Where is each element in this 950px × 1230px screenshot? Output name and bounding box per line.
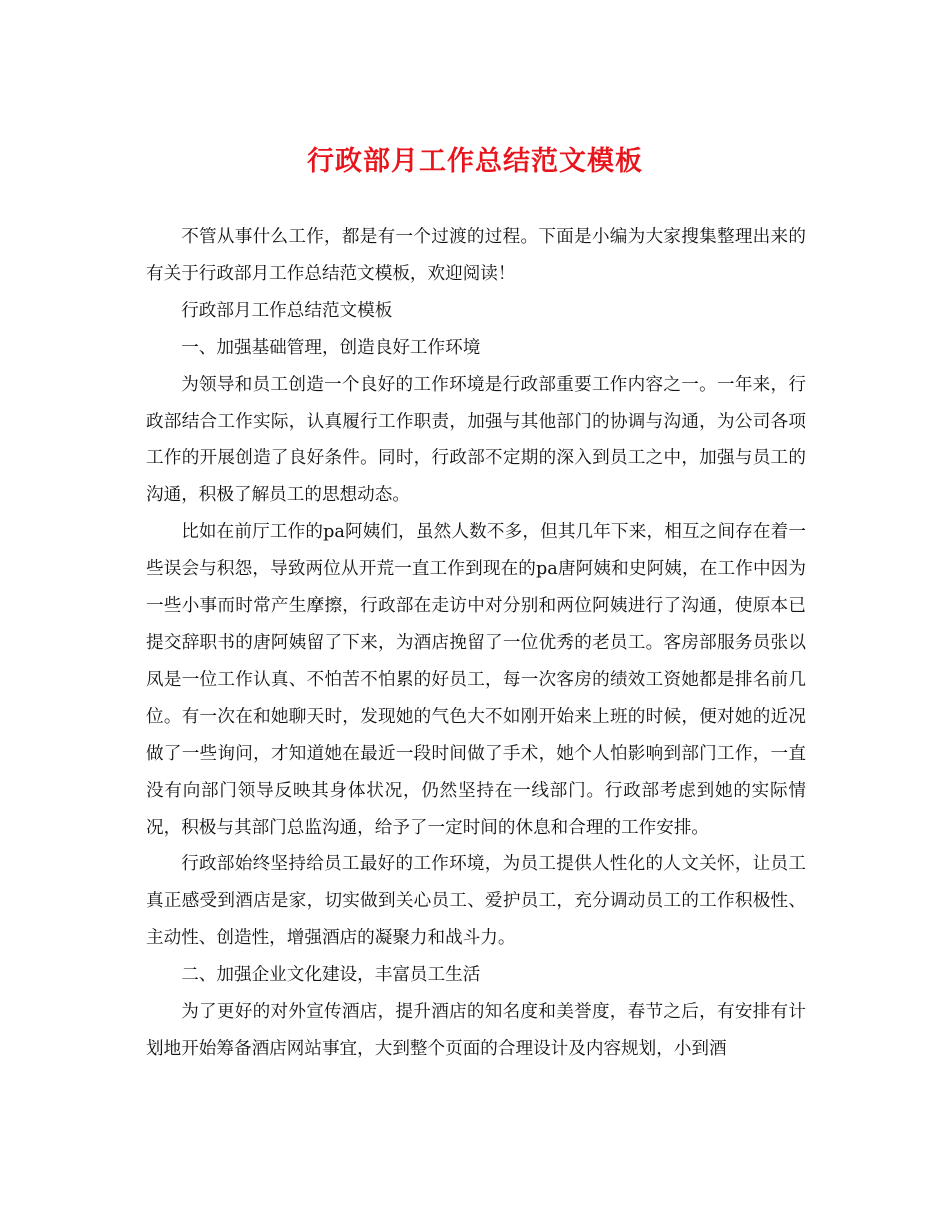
document-title: 行政部月工作总结范文模板	[307, 146, 643, 177]
paragraph: 比如在前厅工作的pa阿姨们，虽然人数不多，但其几年下来，相互之间存在着一些误会与积怨，导致两位从开荒一直工作到现在的pa唐阿姨和史阿姨，在工作中因为一些小事而时常产生摩擦，行政部在走访中对分别和两位阿姨进行了沟通，使原本已提交辞职书的唐阿姨留了下来，为酒店挽留了一位优秀的老员工。客房部服务员张以凤是一位工作认真、不怕苦不怕累的好员工，每一次客房的绩效工资她都是排名前几位。有一次在和她聊天时，发现她的气色大不如刚开始来上班的时候，便对她的近况做了一些询问，才知道她在最近一段时间做了手术，她个人怕影响到部门工作，一直没有向部门领导反映其身体状况，仍然坚持在一线部门。行政部考虑到她的实际情况，积极与其部门总监沟通，给予了一定时间的休息和合理的工作安排。	[146, 522, 806, 838]
paragraph-subtitle: 行政部月工作总结范文模板	[181, 300, 393, 321]
paragraph: 行政部始终坚持给员工最好的工作环境，为员工提供人性化的人文关怀，让员工真正感受到酒店是家，切实做到关心员工、爱护员工，充分调动员工的工作积极性、主动性、创造性，增强酒店的凝聚力和战斗力。	[146, 854, 806, 949]
paragraph-intro: 不管从事什么工作，都是有一个过渡的过程。下面是小编为大家搜集整理出来的有关于行政部月工作总结范文模板，欢迎阅读！	[146, 227, 806, 284]
paragraph: 为领导和员工创造一个良好的工作环境是行政部重要工作内容之一。一年来，行政部结合工作实际，认真履行工作职责，加强与其他部门的协调与沟通，为公司各项工作的开展创造了良好条件。同时，行政部不定期的深入到员工之中，加强与员工的沟通，积极了解员工的思想动态。	[146, 374, 806, 506]
document-body	[146, 219, 806, 1068]
section-heading-1: 一、加强基础管理，创造良好工作环境	[181, 337, 481, 358]
section-heading-2: 二、加强企业文化建设，丰富员工生活	[181, 965, 481, 986]
paragraph: 为了更好的对外宣传酒店，提升酒店的知名度和美誉度，春节之后，有安排有计划地开始筹备酒店网站事宜，大到整个页面的合理设计及内容规划，小到酒	[146, 1002, 806, 1059]
